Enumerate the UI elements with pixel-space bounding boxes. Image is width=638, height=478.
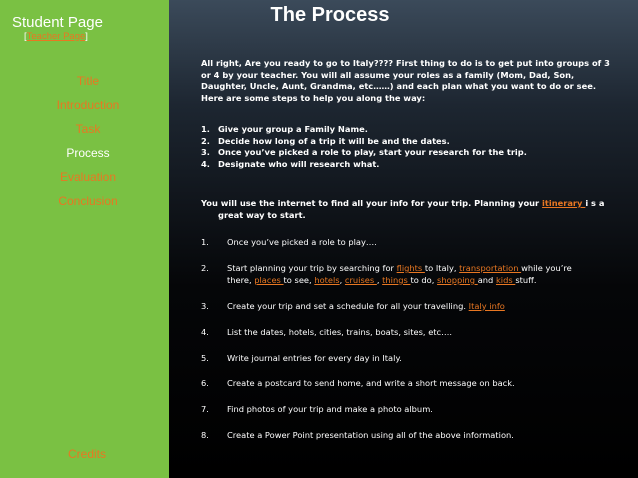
step-item <box>201 159 611 171</box>
detail-text <box>227 262 623 286</box>
sidebar-title: Student Page <box>12 14 103 31</box>
nav-conclusion[interactable]: Conclusion <box>58 194 118 208</box>
places-link[interactable]: places <box>254 275 284 285</box>
detail-fragment: to Italy, <box>424 263 460 273</box>
detail-text: Once you’ve picked a role to play…. <box>227 237 377 247</box>
internet-text-after: i s a <box>585 198 605 208</box>
detail-number: 3. <box>201 301 209 311</box>
detail-text: Create a postcard to send home, and write a short message on back. <box>227 378 515 388</box>
steps-list <box>201 124 611 170</box>
step-number: 3. <box>201 147 210 158</box>
sidebar <box>0 0 169 478</box>
kids-link[interactable]: kids <box>495 275 516 285</box>
detail-number: 7. <box>201 404 209 414</box>
step-text: Decide how long of a trip it will be and the dates. <box>218 135 450 146</box>
detail-line-2 <box>227 274 623 286</box>
detail-fragment: stuff. <box>515 275 537 285</box>
step-text: Give your group a Family Name. <box>218 124 368 134</box>
bracket-close: ] <box>85 31 88 42</box>
detail-number: 4. <box>201 327 209 337</box>
detail-line-1 <box>227 262 623 274</box>
internet-text: You will use the internet to find all your info for your trip. Planning your <box>201 198 543 208</box>
detail-number: 2. <box>201 263 209 273</box>
nav-credits[interactable]: Credits <box>67 447 106 461</box>
flights-link[interactable]: flights <box>396 263 425 273</box>
things-link[interactable]: things <box>382 275 411 285</box>
internet-paragraph <box>201 198 611 221</box>
teacher-page-link[interactable]: Teacher Page <box>26 31 86 42</box>
italy-info-link[interactable]: Italy info <box>468 301 505 311</box>
bracket-open: [ <box>24 31 27 42</box>
detail-text: List the dates, hotels, cities, trains, boats, sites, etc…. <box>227 327 453 337</box>
step-number: 2. <box>201 135 210 146</box>
itinerary-link[interactable]: itinerary <box>542 198 586 208</box>
step-item <box>201 147 611 159</box>
detail-number: 8. <box>201 430 209 440</box>
step-item <box>201 124 611 136</box>
detail-fragment: there, <box>227 275 255 285</box>
nav-introduction[interactable]: Introduction <box>56 98 120 112</box>
detail-fragment: to see, <box>283 275 315 285</box>
nav-process[interactable]: Process <box>66 146 110 160</box>
detail-number: 5. <box>201 353 209 363</box>
step-number: 1. <box>201 124 210 134</box>
nav-title[interactable]: Title <box>76 74 100 88</box>
intro-paragraph: All right, Are you ready to go to Italy???? First thing to do is to get put into groups of 3 or 4 by your teacher. You will all assume your roles as a family (Mom, Dad, Son, Daughter, Uncle, Aunt, Grandma, etc……) and each plan what you want to do or see. Here are some steps to help you along the way: <box>201 58 610 103</box>
transportation-link[interactable]: transportation <box>459 263 522 273</box>
step-text: Designate who will research what. <box>218 158 380 169</box>
page-title: The Process <box>270 4 390 26</box>
detail-number: 6. <box>201 378 209 388</box>
detail-fragment: to do, <box>410 275 438 285</box>
hotels-link[interactable]: hotels <box>314 275 340 285</box>
nav-evaluation[interactable]: Evaluation <box>59 170 117 184</box>
detail-text: Write journal entries for every day in Italy. <box>227 353 402 363</box>
detail-fragment: Start planning your trip by searching for <box>227 263 397 273</box>
detail-fragment: while you’re <box>521 263 572 273</box>
internet-text-line2: great way to start. <box>218 209 306 220</box>
detail-fragment: and <box>477 275 496 285</box>
nav-task[interactable]: Task <box>75 122 101 136</box>
detail-number: 1. <box>201 237 209 247</box>
detail-fragment: , <box>339 275 345 285</box>
detail-text: Create a Power Point presentation using all of the above information. <box>227 430 514 440</box>
step-text: Once you’ve picked a role to play, start your research for the trip. <box>218 147 527 158</box>
teacher-page-link-wrapper <box>24 31 88 42</box>
detail-text <box>227 300 623 312</box>
detail-text: Find photos of your trip and make a photo album. <box>227 404 433 414</box>
cruises-link[interactable]: cruises <box>344 275 377 285</box>
step-number: 4. <box>201 158 210 169</box>
detail-fragment: Create your trip and set a schedule for all your travelling. <box>227 301 469 311</box>
step-item <box>201 136 611 148</box>
detail-fragment: , <box>376 275 383 285</box>
shopping-link[interactable]: shopping <box>437 275 478 285</box>
